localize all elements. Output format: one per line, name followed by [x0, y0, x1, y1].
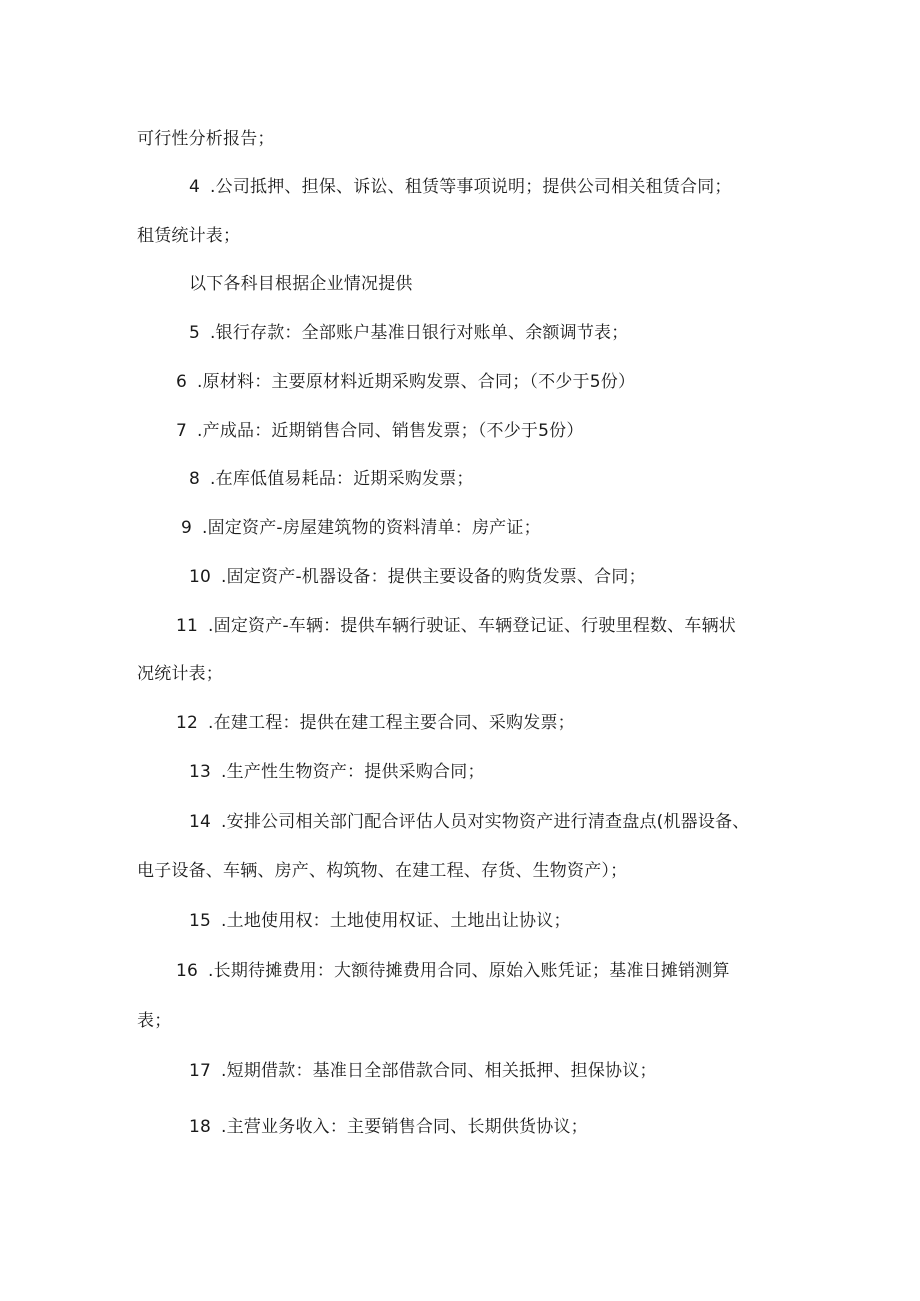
item-text: .固定资产-机器设备：提供主要设备的购货发票、合同； — [221, 567, 646, 587]
item-text: .产成品：近期销售合同、销售发票；（不少于5份） — [197, 421, 584, 441]
list-item — [181, 516, 541, 540]
list-item — [189, 810, 749, 834]
item-text: .原材料：主要原材料近期采购发票、合同；（不少于5份） — [197, 372, 636, 392]
item-text: .短期借款：基准日全部借款合同、相关抵押、担保协议； — [221, 1061, 657, 1081]
item-text: .固定资产-车辆：提供车辆行驶证、车辆登记证、行驶里程数、车辆状 — [208, 616, 736, 636]
list-item — [189, 909, 571, 933]
item-text: .生产性生物资产：提供采购合同； — [221, 762, 485, 782]
line-text: 租赁统计表； — [137, 226, 241, 246]
item-number: 13 — [189, 762, 212, 782]
item-number: 10 — [189, 567, 212, 587]
item-number: 16 — [176, 961, 199, 981]
item-text: .公司抵押、担保、诉讼、租赁等事项说明；提供公司相关租赁合同； — [210, 177, 732, 197]
item-number: 6 — [176, 372, 188, 392]
item-text: .在建工程：提供在建工程主要合同、采购发票； — [208, 713, 575, 733]
text-line — [137, 662, 223, 686]
text-line — [137, 224, 240, 248]
list-item — [189, 760, 485, 784]
item-text: .安排公司相关部门配合评估人员对实物资产进行清查盘点(机器设备、 — [221, 812, 750, 832]
text-line — [137, 1009, 171, 1033]
item-number: 9 — [181, 518, 193, 538]
list-item — [176, 959, 730, 983]
item-number: 5 — [189, 323, 201, 343]
item-text: .长期待摊费用：大额待摊费用合同、原始入账凭证；基准日摊销测算 — [208, 961, 730, 981]
item-number: 12 — [176, 713, 199, 733]
item-number: 14 — [189, 812, 212, 832]
line-text: 以下各科目根据企业情况提供 — [189, 274, 413, 294]
item-number: 11 — [176, 616, 199, 636]
item-text: .固定资产-房屋建筑物的资料清单：房产证； — [202, 518, 541, 538]
list-item — [189, 467, 474, 491]
list-item — [189, 321, 628, 345]
text-line — [137, 859, 627, 883]
item-number: 15 — [189, 911, 212, 931]
line-text: 电子设备、车辆、房产、构筑物、在建工程、存货、生物资产）； — [137, 861, 628, 881]
item-text: .在库低值易耗品：近期采购发票； — [210, 469, 474, 489]
list-item — [189, 175, 732, 199]
list-item — [176, 370, 635, 394]
item-text: .主营业务收入：主要销售合同、长期供货协议； — [221, 1117, 588, 1137]
item-number: 17 — [189, 1061, 212, 1081]
list-item — [189, 565, 646, 589]
item-text: .土地使用权：土地使用权证、土地出让协议； — [221, 911, 571, 931]
line-text: 可行性分析报告； — [137, 129, 275, 149]
item-number: 8 — [189, 469, 201, 489]
list-item — [176, 614, 736, 638]
text-line — [137, 127, 275, 151]
item-text: .银行存款：全部账户基准日银行对账单、余额调节表； — [210, 323, 629, 343]
list-item — [176, 419, 584, 443]
list-item — [189, 1115, 588, 1139]
section-note — [189, 272, 413, 296]
item-number: 7 — [176, 421, 188, 441]
item-number: 4 — [189, 177, 201, 197]
list-item — [176, 711, 575, 735]
item-number: 18 — [189, 1117, 212, 1137]
list-item — [189, 1059, 657, 1083]
line-text: 表； — [137, 1011, 172, 1031]
line-text: 况统计表； — [137, 664, 223, 684]
